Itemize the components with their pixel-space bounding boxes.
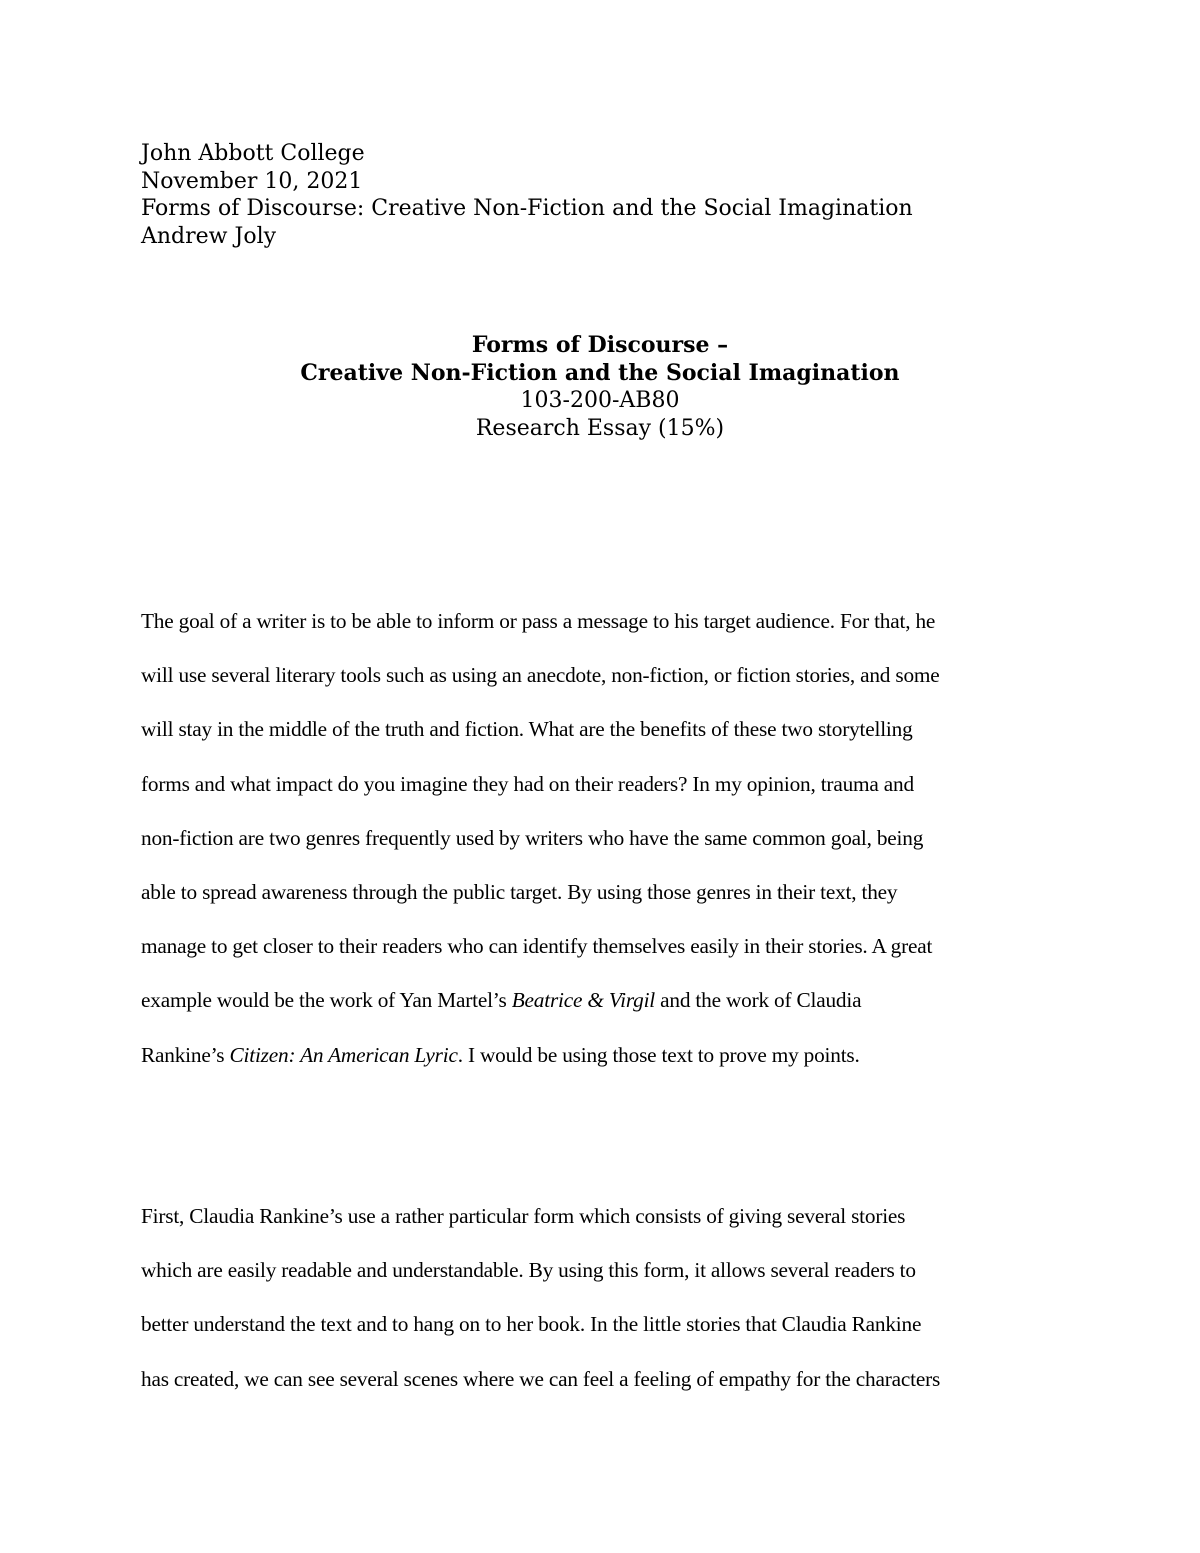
- course-code: 103-200-AB80: [520, 388, 680, 413]
- paragraph-line: [141, 1028, 1081, 1082]
- author-name: Andrew Joly: [141, 223, 277, 249]
- institution-name: John Abbott College: [141, 141, 365, 166]
- assignment-name: Research Essay (15%): [475, 416, 725, 441]
- essay-title-block: [0, 331, 1200, 443]
- book-title-citizen: Citizen: An American Lyric: [229, 1042, 458, 1067]
- text-segment: . I would be using those text to prove my points.: [457, 1042, 860, 1067]
- paragraph-line: First, Claudia Rankine’s use a rather particular form which consists of giving several stories: [141, 1204, 906, 1228]
- book-title-beatrice-virgil: Beatrice & Virgil: [511, 988, 656, 1013]
- paragraph-line: manage to get closer to their readers who can identify themselves easily in their stories. A great: [141, 934, 933, 959]
- essay-title-line-1: Forms of Discourse –: [471, 332, 729, 358]
- paragraph-line: able to spread awareness through the public target. By using those genres in their text, they: [141, 880, 898, 905]
- paragraph-line: forms and what impact do you imagine they had on their readers? In my opinion, trauma and: [141, 771, 914, 796]
- text-segment: example would be the work of Yan Martel’s: [141, 988, 512, 1013]
- paragraph-introduction: [141, 594, 1081, 1082]
- paragraph-line: The goal of a writer is to be able to inform or pass a message to his target audience. For that, he: [141, 609, 936, 633]
- paragraph-line: [141, 973, 1081, 1027]
- text-segment: Rankine’s: [141, 1042, 230, 1067]
- document-header: [141, 140, 1081, 250]
- paragraph-line: will use several literary tools such as using an anecdote, non-fiction, or fiction stories, and some: [141, 663, 940, 688]
- paragraph-line: will stay in the middle of the truth and fiction. What are the benefits of these two storytelling: [141, 717, 913, 742]
- text-segment: and the work of Claudia: [655, 988, 862, 1013]
- course-name: Forms of Discourse: Creative Non-Fiction and the Social Imagination: [141, 196, 913, 221]
- paragraph-line: non-fiction are two genres frequently used by writers who have the same common goal, being: [141, 825, 924, 850]
- paragraph-line: better understand the text and to hang on to her book. In the little stories that Claudia Rankine: [141, 1312, 922, 1337]
- essay-title-line-2: Creative Non-Fiction and the Social Imagination: [300, 360, 900, 386]
- paragraph-first-argument: [141, 1189, 1081, 1406]
- paragraph-line: which are easily readable and understandable. By using this form, it allows several readers to: [141, 1258, 916, 1283]
- document-date: November 10, 2021: [141, 168, 363, 194]
- paragraph-line: has created, we can see several scenes where we can feel a feeling of empathy for the characters: [141, 1366, 941, 1391]
